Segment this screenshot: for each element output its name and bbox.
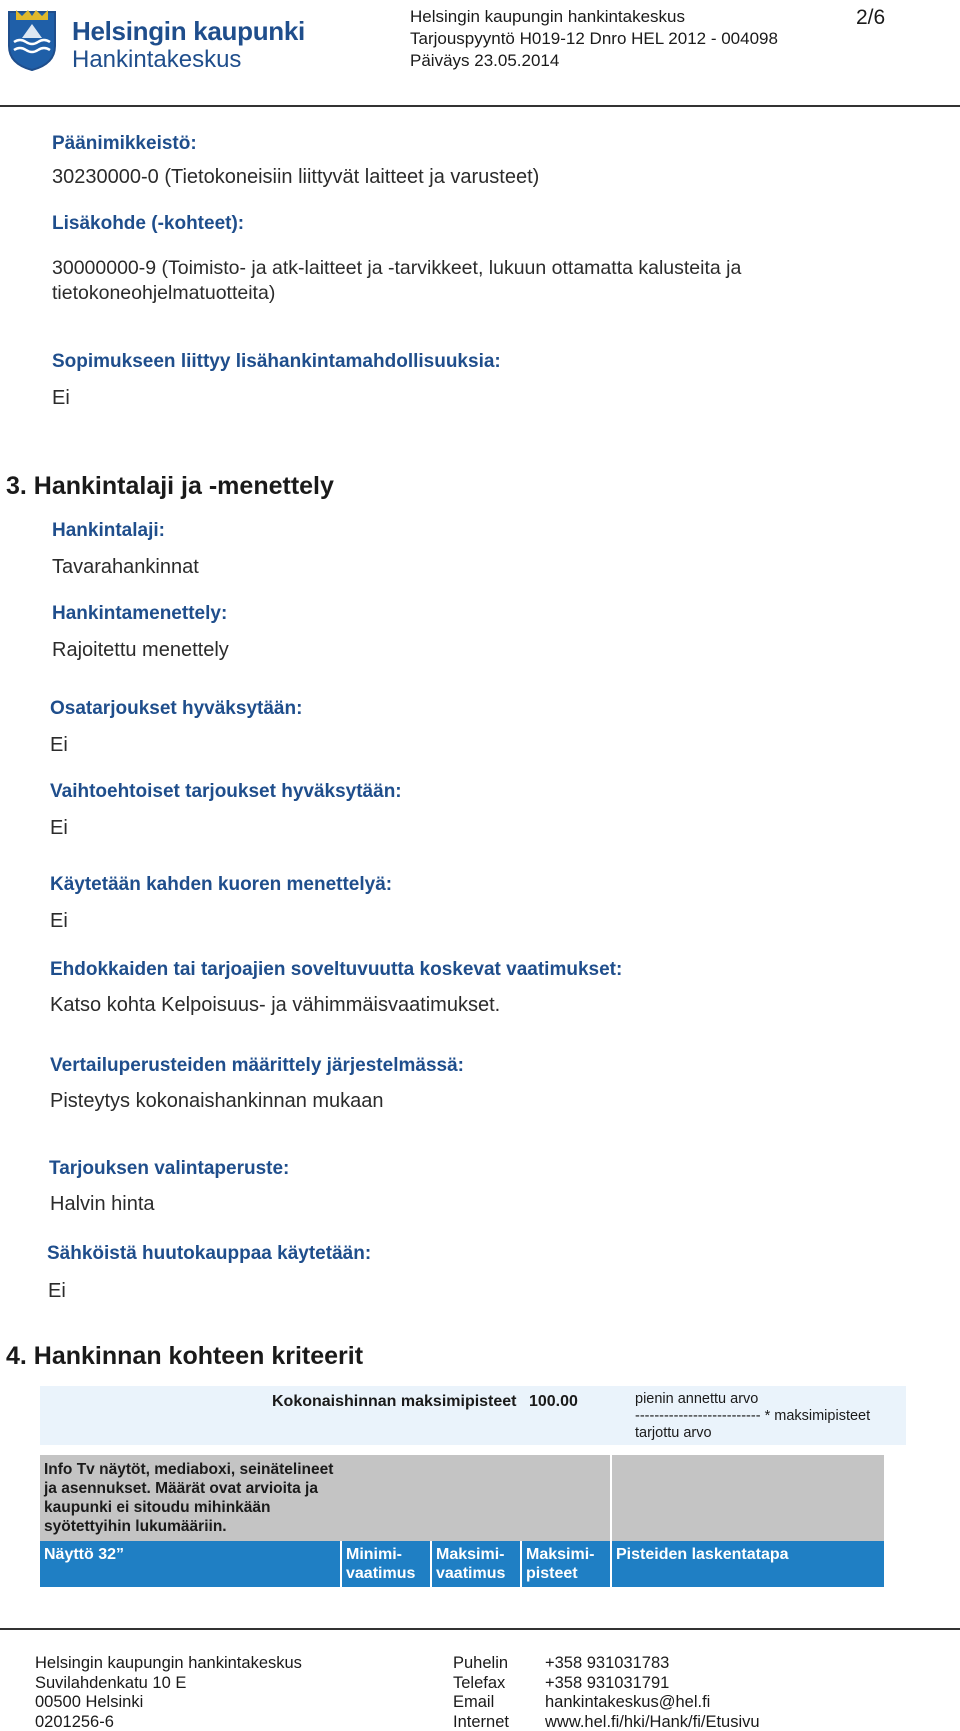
footer-email-label: Email	[453, 1693, 495, 1711]
partial-tenders-label: Osatarjoukset hyväksytään:	[50, 698, 303, 719]
footer-org: Helsingin kaupungin hankintakeskus	[35, 1654, 302, 1672]
award-criterion-label: Tarjouksen valintaperuste:	[49, 1158, 290, 1179]
column-divider	[610, 1541, 612, 1587]
extra-cpv-label: Lisäkohde (-kohteet):	[52, 213, 245, 234]
header-date: Päiväys 23.05.2014	[410, 51, 560, 70]
footer-internet-label: Internet	[453, 1712, 509, 1731]
variants-label: Vaihtoehtoiset tarjoukset hyväksytään:	[50, 781, 402, 802]
two-stage-value: Ei	[50, 910, 68, 932]
logo-subtitle: Hankintakeskus	[72, 46, 242, 73]
footer-phone-label: Puhelin	[453, 1654, 509, 1672]
suitability-value: Katso kohta Kelpoisuus- ja vähimmäisvaatimukset.	[50, 994, 501, 1016]
formula-fraction-line: -------------------------- * maksimipisteet	[635, 1408, 871, 1424]
logo-title: Helsingin kaupunki	[72, 16, 305, 46]
column-divider	[340, 1541, 342, 1587]
footer-business-id: 0201256-6	[35, 1712, 114, 1731]
column-maximum: Maksimi-vaatimus	[436, 1546, 506, 1582]
section4-heading: 4. Hankinnan kohteen kriteerit	[6, 1342, 364, 1370]
options-label: Sopimukseen liittyy lisähankintamahdollisuuksia:	[52, 351, 501, 372]
column-minimum: Minimi-vaatimus	[346, 1546, 416, 1582]
main-cpv-label: Päänimikkeistö:	[52, 133, 197, 154]
scoring-formula	[635, 1391, 870, 1442]
document-meta	[410, 6, 778, 72]
partial-tenders-value: Ei	[50, 734, 68, 756]
footer-fax: +358 931031791	[545, 1673, 670, 1692]
column-item: Näyttö 32”	[44, 1546, 125, 1563]
city-crest-icon	[6, 8, 58, 72]
footer-address	[35, 1654, 302, 1731]
section3-heading: 3. Hankintalaji ja -menettely	[6, 472, 334, 500]
e-auction-label: Sähköistä huutokauppaa käytetään:	[47, 1243, 372, 1264]
city-logo	[6, 6, 305, 76]
two-stage-label: Käytetään kahden kuoren menettelyä:	[50, 874, 393, 895]
column-divider	[520, 1541, 522, 1587]
variants-value: Ei	[50, 817, 68, 839]
comparison-label: Vertailuperusteiden määrittely järjestelmässä:	[50, 1055, 464, 1076]
extra-cpv-value: 30000000-9 (Toimisto- ja atk-laitteet ja -tarvikkeet, lukuun ottamatta kalusteita ja tietokoneohjelmatuotteita)	[52, 257, 742, 304]
footer-email-link[interactable]: hankintakeskus@hel.fi	[545, 1693, 711, 1711]
comparison-value: Pisteytys kokonaishankinnan mukaan	[50, 1090, 384, 1112]
footer-street: Suvilahdenkatu 10 E	[35, 1673, 187, 1692]
column-scoring-method: Pisteiden laskentatapa	[616, 1546, 789, 1563]
page-number: 2/6	[856, 6, 886, 29]
options-value: Ei	[52, 387, 70, 409]
footer-divider	[0, 1628, 960, 1630]
header-reference: Tarjouspyyntö H019-12 Dnro HEL 2012 - 004098	[410, 29, 778, 48]
footer-fax-label: Telefax	[453, 1673, 506, 1692]
header-org: Helsingin kaupungin hankintakeskus	[410, 7, 686, 26]
procedure-label: Hankintamenettely:	[52, 603, 228, 624]
award-criterion-value: Halvin hinta	[50, 1193, 155, 1215]
footer-phone: +358 931031783	[545, 1654, 670, 1672]
formula-denominator: tarjottu arvo	[635, 1425, 712, 1441]
column-divider	[430, 1541, 432, 1587]
procurement-type-value: Tavarahankinnat	[52, 556, 199, 578]
procedure-value: Rajoitettu menettely	[52, 639, 229, 661]
formula-numerator: pienin annettu arvo	[635, 1391, 759, 1407]
footer-website-link[interactable]: www.hel.fi/hki/Hank/fi/Etusivu	[545, 1712, 760, 1731]
procurement-type-label: Hankintalaji:	[52, 520, 165, 541]
suitability-label: Ehdokkaiden tai tarjoajien soveltuvuutta koskevat vaatimukset:	[50, 959, 623, 980]
main-cpv-value: 30230000-0 (Tietokoneisiin liittyvät laitteet ja varusteet)	[52, 166, 540, 188]
max-points-label: Kokonaishinnan maksimipisteet	[272, 1393, 517, 1410]
group-row-divider	[610, 1455, 612, 1541]
max-points	[272, 1393, 578, 1411]
footer-postal: 00500 Helsinki	[35, 1693, 144, 1711]
footer-contact-values	[545, 1654, 760, 1731]
header-divider	[0, 105, 960, 107]
max-points-value: 100.00	[528, 1393, 578, 1410]
group-description: Info Tv näytöt, mediaboxi, seinätelineet ja asennukset. Määrät ovat arvioita ja kaupunki ei sitoudu mihinkään syötettyihin lukumääriin.	[44, 1461, 334, 1535]
page-header	[0, 0, 960, 108]
footer-contact-labels	[453, 1654, 509, 1731]
column-max-points: Maksimi-pisteet	[526, 1546, 595, 1582]
e-auction-value: Ei	[48, 1280, 66, 1302]
